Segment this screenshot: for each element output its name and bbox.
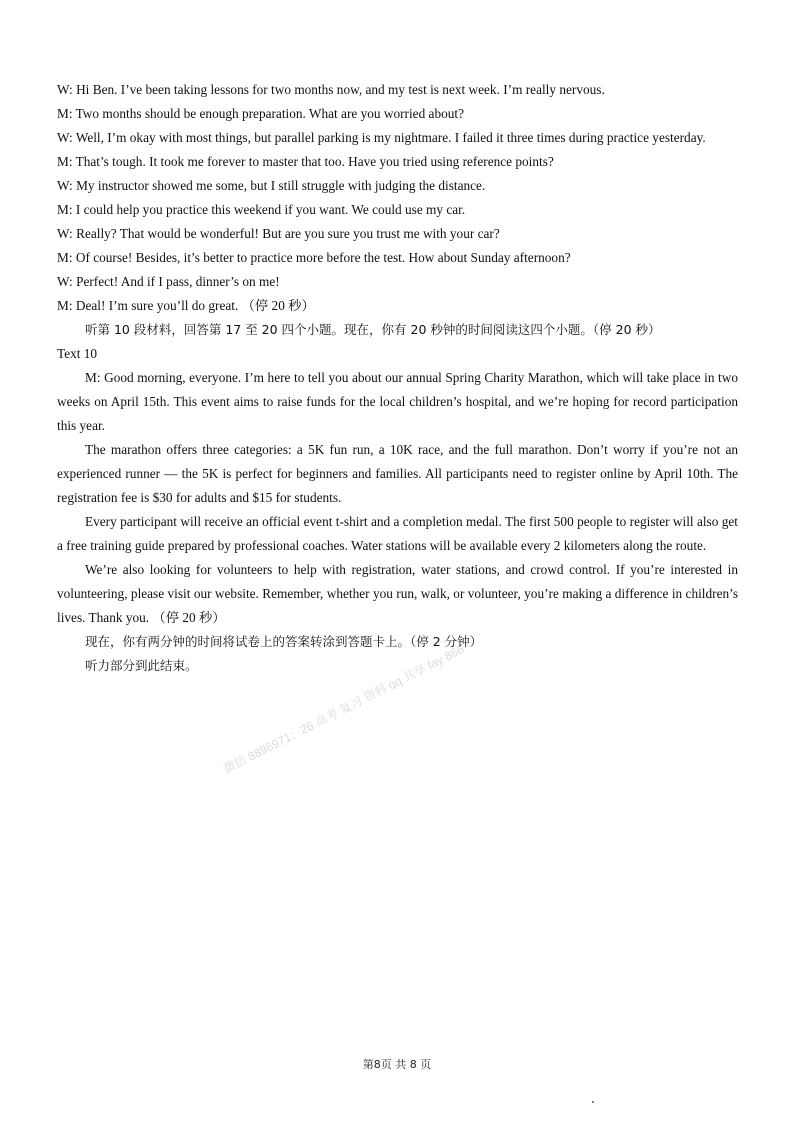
monologue-paragraph: M: Good morning, everyone. I’m here to tell you about our annual Spring Charity Marathon, which will take place in two weeks on April 15th. This event aims to raise funds for the local children’s hospital, and we’re hoping for record participation this year. xyxy=(57,370,738,433)
dialogue-line: M: Deal! I’m sure you’ll do great. （停 20 秒） xyxy=(57,298,315,313)
dialogue-line: M: That’s tough. It took me forever to master that too. Have you tried using reference points? xyxy=(57,154,554,169)
monologue-paragraph: We’re also looking for volunteers to help with registration, water stations, and crowd control. If you’re interested in volunteering, please visit our website. Remember, whether you run, walk, or volunteer, you’re making a difference in children’s lives. Thank you. （停 20 秒） xyxy=(57,562,738,625)
closing-instruction: 现在，你有两分钟的时间将试卷上的答案转涂到答题卡上。（停 2 分钟） xyxy=(85,634,483,649)
dialogue-line: W: Perfect! And if I pass, dinner’s on me! xyxy=(57,274,280,289)
dialogue-line: W: My instructor showed me some, but I still struggle with judging the distance. xyxy=(57,178,486,193)
dialogue-line: W: Well, I’m okay with most things, but parallel parking is my nightmare. I failed it three times during practice yesterday. xyxy=(57,130,706,145)
monologue-paragraph: The marathon offers three categories: a 5K fun run, a 10K race, and the full marathon. Don’t worry if you’re not an experienced runner — the 5K is perfect for beginners and families. All participants need to register online by April 10th. The registration fee is $30 for adults and $15 for students. xyxy=(57,442,738,505)
text10-heading: Text 10 xyxy=(57,346,98,361)
monologue-paragraph: Every participant will receive an official event t-shirt and a completion medal. The first 500 people to register will also get a free training guide prepared by professional coaches. Water stations will be available every 2 kilometers along the route. xyxy=(57,514,738,553)
closing-end: 听力部分到此结束。 xyxy=(85,658,198,673)
dialogue-line: M: Two months should be enough preparation. What are you worried about? xyxy=(57,106,464,121)
dialogue-line: M: I could help you practice this weekend if you want. We could use my car. xyxy=(57,202,466,217)
scan-dot xyxy=(592,1101,594,1103)
dialogue-line: M: Of course! Besides, it’s better to practice more before the test. How about Sunday afternoon? xyxy=(57,250,571,265)
dialogue-line: W: Really? That would be wonderful! But are you sure you trust me with your car? xyxy=(57,226,500,241)
document-body xyxy=(57,78,738,678)
page-number-footer: 第8页 共 8 页 xyxy=(362,1058,432,1071)
instruction-text10: 听第 10 段材料，回答第 17 至 20 四个小题。现在，你有 20 秒钟的时间阅读这四个小题。（停 20 秒） xyxy=(85,322,661,337)
watermark: 微信 8896971；26 高考 复习 资料 qq 共享 fay 866 xyxy=(221,641,467,777)
dialogue-line: W: Hi Ben. I’ve been taking lessons for two months now, and my test is next week. I’m really nervous. xyxy=(57,82,605,97)
